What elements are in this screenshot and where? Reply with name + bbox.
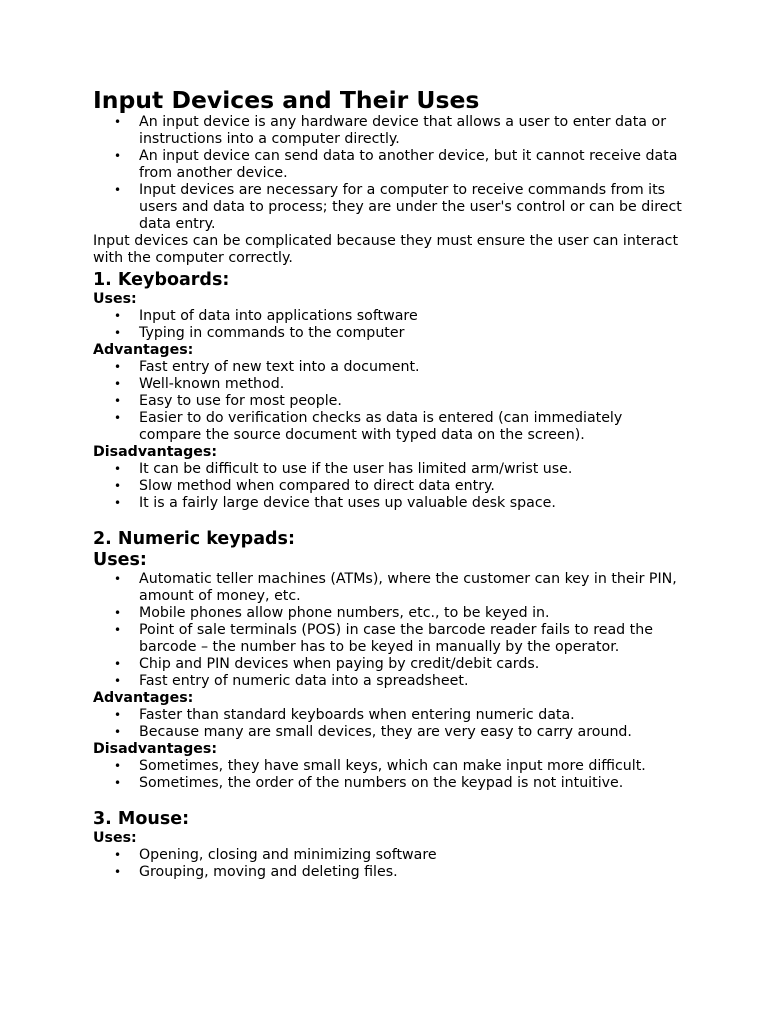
list-item: • It is a fairly large device that uses up valuable desk space.	[139, 495, 683, 512]
keypads-advantages-list	[93, 707, 683, 741]
document-page	[93, 86, 683, 881]
intro-paragraph: Input devices can be complicated because they must ensure the user can interact with the computer correctly.	[93, 233, 679, 266]
intro-bullet-list	[93, 114, 683, 233]
advantages-label: Advantages:	[93, 690, 194, 706]
intro-bullet: • An input device can send data to another device, but it cannot receive data from another device.	[139, 148, 683, 182]
list-item: • Automatic teller machines (ATMs), where the customer can key in their PIN, amount of money, etc.	[139, 571, 683, 605]
keyboards-uses-list	[93, 308, 683, 342]
list-item: • It can be difficult to use if the user has limited arm/wrist use.	[139, 461, 683, 478]
list-item: • Point of sale terminals (POS) in case the barcode reader fails to read the barcode – the number has to be keyed in manually by the operator.	[139, 622, 683, 656]
keypads-uses-list	[93, 571, 683, 690]
disadvantages-label: Disadvantages:	[93, 444, 217, 460]
disadvantages-label: Disadvantages:	[93, 741, 217, 757]
list-item: • Fast entry of numeric data into a spreadsheet.	[139, 673, 683, 690]
list-item: • Grouping, moving and deleting files.	[139, 864, 683, 881]
list-item: • Chip and PIN devices when paying by credit/debit cards.	[139, 656, 683, 673]
uses-label: Uses:	[93, 830, 137, 846]
keyboards-advantages-list	[93, 359, 683, 444]
advantages-label: Advantages:	[93, 342, 194, 358]
list-item: • Well-known method.	[139, 376, 683, 393]
section-heading-keyboards: 1. Keyboards:	[93, 270, 230, 290]
intro-bullet: • Input devices are necessary for a computer to receive commands from its users and data to process; they are under the user's control or can be direct data entry.	[139, 182, 683, 233]
section-heading-numeric-keypads: 2. Numeric keypads:	[93, 529, 295, 549]
list-item: • Sometimes, they have small keys, which can make input more difficult.	[139, 758, 683, 775]
list-item: • Easy to use for most people.	[139, 393, 683, 410]
intro-bullet: • An input device is any hardware device that allows a user to enter data or instructions into a computer directly.	[139, 114, 683, 148]
uses-label: Uses:	[93, 291, 137, 307]
list-item: • Sometimes, the order of the numbers on the keypad is not intuitive.	[139, 775, 683, 792]
uses-label: Uses:	[93, 550, 147, 570]
list-item: • Mobile phones allow phone numbers, etc., to be keyed in.	[139, 605, 683, 622]
keypads-disadvantages-list	[93, 758, 683, 792]
list-item: • Easier to do verification checks as data is entered (can immediately compare the source document with typed data on the screen).	[139, 410, 683, 444]
mouse-uses-list	[93, 847, 683, 881]
list-item: • Slow method when compared to direct data entry.	[139, 478, 683, 495]
document-title: Input Devices and Their Uses	[93, 86, 480, 114]
list-item: • Opening, closing and minimizing software	[139, 847, 683, 864]
list-item: • Input of data into applications software	[139, 308, 683, 325]
keyboards-disadvantages-list	[93, 461, 683, 512]
list-item: • Typing in commands to the computer	[139, 325, 683, 342]
section-heading-mouse: 3. Mouse:	[93, 809, 190, 829]
list-item: • Because many are small devices, they are very easy to carry around.	[139, 724, 683, 741]
list-item: • Faster than standard keyboards when entering numeric data.	[139, 707, 683, 724]
list-item: • Fast entry of new text into a document.	[139, 359, 683, 376]
